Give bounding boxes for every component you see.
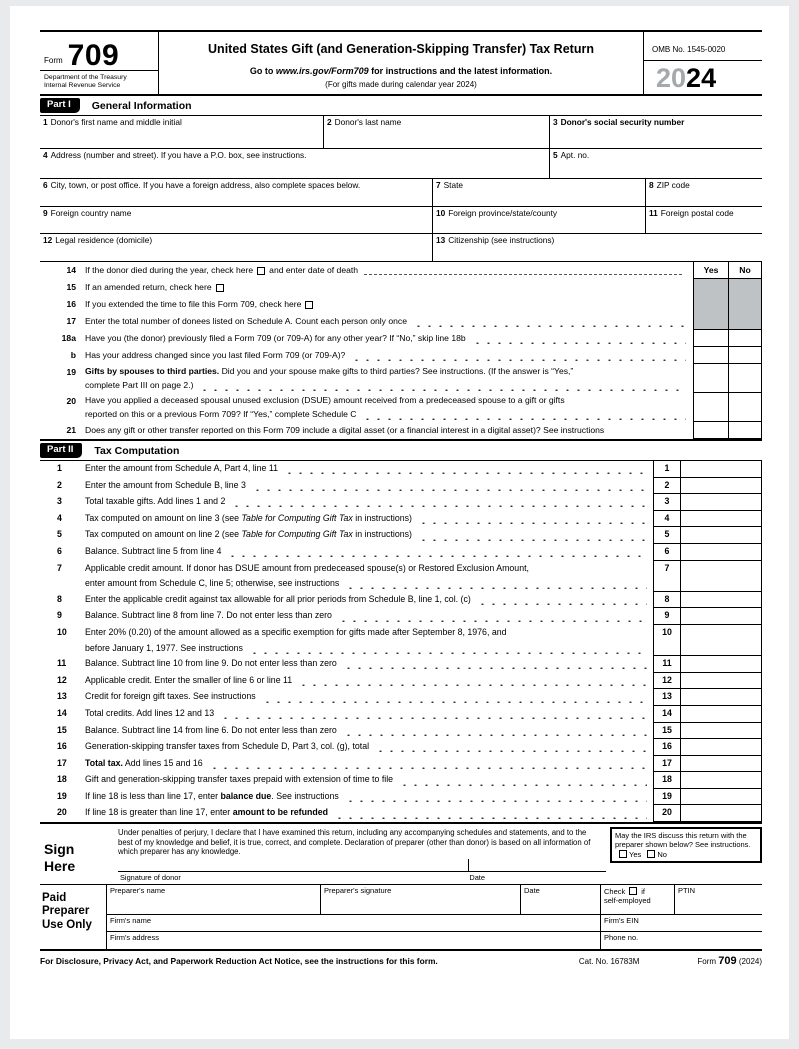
shaded-cell — [728, 279, 762, 296]
line-text: If line 18 is greater than line 17, enter amount to be refunded — [85, 807, 328, 818]
dot-leader — [418, 513, 647, 524]
general-info-grid — [40, 116, 762, 262]
irs-discuss-box: May the IRS discuss this return with the preparer shown below? See instructions. Yes No — [610, 827, 762, 863]
line-number-box: 8 — [653, 592, 680, 609]
date-label: Date — [469, 872, 485, 882]
no-cell-20[interactable] — [728, 393, 762, 422]
tax-computation-row-7 — [40, 561, 762, 592]
line-text: Balance. Subtract line 8 from line 7. Do not enter less than zero — [85, 610, 332, 621]
line-number: 18 — [57, 774, 67, 785]
question-line-18a: 18a Have you (the donor) previously filed a Form 709 (or 709-A) for any other year? If “No,” skip line 18b — [40, 330, 762, 347]
amount-cell-line-10[interactable] — [680, 625, 762, 656]
line-number: 9 — [57, 610, 62, 621]
part2-label: Part II — [40, 443, 82, 458]
line-number-box: 3 — [653, 494, 680, 511]
line-number: 6 — [57, 545, 62, 556]
agency-block — [40, 70, 158, 94]
line-text: Total credits. Add lines 12 and 13 — [85, 707, 215, 718]
paid-preparer-section — [40, 885, 762, 951]
agency-line-2: Internal Revenue Service — [44, 82, 121, 89]
line-number: 5 — [57, 529, 62, 540]
line-text: Generation-skipping transfer taxes from Schedule D, Part 3, col. (g), total — [85, 741, 370, 752]
yes-cell-21[interactable] — [693, 422, 728, 439]
dot-leader — [338, 611, 647, 622]
amount-cell-line-6[interactable] — [680, 544, 762, 561]
part1-label: Part I — [40, 98, 80, 113]
dot-leader — [262, 692, 647, 703]
calendar-year-note: (For gifts made during calendar year 2024) — [325, 80, 477, 89]
preparer-name-field[interactable]: Preparer's name — [110, 885, 166, 895]
amount-cell-line-20[interactable] — [680, 805, 762, 822]
date-of-death-entry-line[interactable] — [364, 266, 682, 275]
line-number: 7 — [57, 562, 62, 573]
dot-leader — [252, 480, 647, 491]
line-text: Total tax. Add lines 15 and 16 — [85, 757, 203, 768]
form-year: 2024 — [644, 60, 762, 94]
line-text: Credit for foreign gift taxes. See instructions — [85, 691, 256, 702]
amount-cell-line-17[interactable] — [680, 756, 762, 773]
line-number-box: 9 — [653, 608, 680, 625]
omb-block — [644, 32, 762, 94]
yes-cell-19[interactable] — [693, 364, 728, 393]
dot-leader — [209, 758, 647, 769]
question-line-19: 19 Gifts by spouses to third parties. Did you and your spouse make gifts to third parties? See instructions. (If the answer is “Yes,” complete Part III on page 2.) — [40, 364, 762, 393]
line-number-box: 4 — [653, 511, 680, 528]
line-number: 11 — [57, 658, 67, 669]
tax-computation-row-4 — [40, 511, 762, 528]
page-footer — [40, 951, 762, 967]
catalog-number: Cat. No. 16783M — [578, 956, 640, 966]
line-number-box: 11 — [653, 656, 680, 673]
amount-cell-line-3[interactable] — [680, 494, 762, 511]
dot-leader — [231, 496, 647, 507]
line-text: before January 1, 1977. See instructions — [85, 642, 243, 653]
question-line-15: 15 If an amended return, check here — [40, 279, 762, 296]
tax-computation-row-10 — [40, 625, 762, 656]
yes-cell-18a[interactable] — [693, 330, 728, 347]
line-text: Enter the applicable credit against tax allowable for all prior periods from Schedule B, line 1, col. (c) — [85, 593, 471, 604]
line-number-box: 10 — [653, 625, 680, 656]
field-foreign-country[interactable]: 9 Foreign country name — [43, 208, 132, 218]
dot-leader — [351, 350, 686, 361]
amount-cell-line-2[interactable] — [680, 478, 762, 495]
line-number-box: 14 — [653, 706, 680, 723]
tax-computation-row-3 — [40, 494, 762, 511]
tax-computation-row-12 — [40, 673, 762, 690]
field-donor-ssn[interactable]: 3 Donor's social security number — [549, 116, 762, 148]
shaded-cell — [728, 313, 762, 330]
amount-cell-line-1[interactable] — [680, 461, 762, 478]
line-number: 20 — [57, 807, 67, 818]
line-number-box: 2 — [653, 478, 680, 495]
instructions-line: Go to www.irs.gov/Form709 for instructions and the latest information. — [249, 66, 553, 76]
shaded-cell — [693, 296, 728, 313]
line-number-box: 15 — [653, 723, 680, 740]
tax-computation-row-15 — [40, 723, 762, 740]
self-employed-checkbox[interactable] — [629, 887, 637, 895]
line-text: Tax computed on amount on line 2 (see Table for Computing Gift Tax in instructions) — [85, 529, 412, 540]
dot-leader — [413, 316, 686, 327]
line-text: Applicable credit. Enter the smaller of line 6 or line 11 — [85, 674, 293, 685]
amount-cell-line-15[interactable] — [680, 723, 762, 740]
line-number: 17 — [57, 757, 67, 768]
line-number-box: 6 — [653, 544, 680, 561]
amended-return-checkbox[interactable] — [216, 284, 224, 292]
yes-column-header: Yes — [693, 262, 728, 279]
line-text: Total taxable gifts. Add lines 1 and 2 — [85, 496, 226, 507]
line-text: Enter 20% (0.20) of the amount allowed as a specific exemption for gifts made after September 8, 1976, and — [85, 626, 507, 637]
field-legal-residence[interactable]: 12 Legal residence (domicile) — [43, 235, 153, 245]
line-text: Applicable credit amount. If donor has DSUE amount from predeceased spouse(s) or Restored Exclusion Amount, — [85, 562, 529, 573]
phone-field[interactable]: Phone no. — [600, 932, 762, 949]
line-number: 10 — [57, 626, 67, 637]
signature-date-area[interactable] — [469, 859, 606, 871]
field-apt-no[interactable]: 5 Apt. no. — [549, 149, 762, 178]
amount-cell-line-11[interactable] — [680, 656, 762, 673]
amount-cell-line-4[interactable] — [680, 511, 762, 528]
line-number-box: 17 — [653, 756, 680, 773]
dot-leader — [227, 546, 647, 557]
dot-leader — [418, 530, 647, 541]
amount-cell-line-13[interactable] — [680, 689, 762, 706]
line-text: Tax computed on amount on line 3 (see Table for Computing Gift Tax in instructions) — [85, 512, 412, 523]
donor-died-checkbox[interactable] — [257, 267, 265, 275]
field-state[interactable]: 7 State — [432, 179, 645, 206]
form-reference: Form 709 (2024) — [697, 954, 762, 967]
tax-computation-row-13 — [40, 689, 762, 706]
tax-computation-row-9 — [40, 608, 762, 625]
shaded-cell — [728, 296, 762, 313]
no-cell-21[interactable] — [728, 422, 762, 439]
question-line-18b: b Has your address changed since you last filed Form 709 (or 709-A)? — [40, 347, 762, 364]
field-zip[interactable]: 8 ZIP code — [645, 179, 762, 206]
line-text: enter amount from Schedule C, line 5; otherwise, see instructions — [85, 578, 340, 589]
irs-url[interactable]: www.irs.gov/Form709 — [275, 66, 369, 76]
field-foreign-province[interactable]: 10 Foreign province/state/county — [432, 207, 645, 233]
tax-computation-row-19 — [40, 789, 762, 806]
line-number: 13 — [57, 691, 67, 702]
line-number-box: 12 — [653, 673, 680, 690]
field-donor-last-name[interactable]: 2 Donor's last name — [323, 116, 549, 148]
form-title-block — [158, 32, 644, 94]
amount-cell-line-14[interactable] — [680, 706, 762, 723]
tax-computation-row-8 — [40, 592, 762, 609]
field-address[interactable]: 4 Address (number and street). If you have a P.O. box, see instructions. — [43, 150, 307, 160]
self-employed-cell: Check if self-employed — [600, 885, 674, 914]
dot-leader — [472, 333, 686, 344]
field-citizenship[interactable]: 13 Citizenship (see instructions) — [432, 234, 762, 261]
line-number-box: 1 — [653, 461, 680, 478]
form-number-block — [40, 32, 158, 94]
tax-computation-row-16 — [40, 739, 762, 756]
dot-leader — [362, 409, 686, 420]
amount-cell-line-9[interactable] — [680, 608, 762, 625]
irs-discuss-no-checkbox[interactable] — [647, 850, 655, 858]
signature-row — [114, 857, 606, 882]
preparer-date-field[interactable]: Date — [520, 885, 600, 914]
line-number: 8 — [57, 593, 62, 604]
line-number: 16 — [57, 741, 67, 752]
part2-title: Tax Computation — [94, 444, 180, 457]
form-word: Form — [44, 56, 63, 65]
firm-name-field[interactable]: Firm's name — [110, 915, 152, 925]
line-number: 3 — [57, 496, 62, 507]
sign-here-section — [40, 822, 762, 885]
question-line-14: 14 If the donor died during the year, check here and enter date of death Yes No — [40, 262, 762, 279]
no-column-header: No — [728, 262, 762, 279]
line-number-box: 18 — [653, 772, 680, 789]
tax-computation-row-5 — [40, 527, 762, 544]
tax-computation-row-18 — [40, 772, 762, 789]
amount-cell-line-16[interactable] — [680, 739, 762, 756]
line-number-box: 20 — [653, 805, 680, 822]
line-number-box: 7 — [653, 561, 680, 592]
dot-leader — [220, 708, 647, 719]
field-donor-first-name[interactable]: 1 Donor's first name and middle initial — [43, 117, 182, 127]
part1-bar — [40, 96, 762, 116]
line-text: If line 18 is less than line 17, enter balance due. See instructions — [85, 790, 339, 801]
tax-computation-row-11 — [40, 656, 762, 673]
line-number: 19 — [57, 790, 67, 801]
ptin-field[interactable]: PTIN — [674, 885, 762, 914]
signature-of-donor-label: Signature of donor — [120, 872, 181, 882]
tax-computation-row-6 — [40, 544, 762, 561]
tax-computation-row-1 — [40, 461, 762, 478]
part2-bar — [40, 439, 762, 461]
line-text: Balance. Subtract line 10 from line 9. Do not enter less than zero — [85, 658, 337, 669]
line-number-box: 5 — [653, 527, 680, 544]
no-cell-18a[interactable] — [728, 330, 762, 347]
omb-number: OMB No. 1545-0020 — [652, 45, 726, 54]
amount-cell-line-7[interactable] — [680, 561, 762, 592]
line-number-box: 19 — [653, 789, 680, 806]
firm-ein-field[interactable]: Firm's EIN — [600, 915, 762, 931]
line-number: 4 — [57, 512, 62, 523]
preparer-signature-field[interactable]: Preparer's signature — [320, 885, 520, 914]
shaded-cell — [693, 279, 728, 296]
form-number: 709 — [67, 39, 120, 72]
line-text: Gift and generation-skipping transfer taxes prepaid with extension of time to file — [85, 774, 394, 785]
amount-cell-line-5[interactable] — [680, 527, 762, 544]
agency-line-1: Department of the Treasury — [44, 74, 127, 81]
dot-leader — [477, 594, 647, 605]
form-title: United States Gift (and Generation-Skipping Transfer) Tax Return — [208, 42, 594, 56]
no-cell-18b[interactable] — [728, 347, 762, 364]
line-text: Enter the amount from Schedule A, Part 4, line 11 — [85, 463, 278, 473]
dot-leader — [399, 775, 647, 786]
paid-preparer-label: Paid Preparer Use Only — [42, 891, 92, 931]
dot-leader — [334, 808, 647, 819]
line-number: 14 — [57, 707, 67, 718]
dot-leader — [375, 741, 647, 752]
perjury-statement: Under penalties of perjury, I declare that I have examined this return, including any accompanying schedules and statements, and to the best of my knowledge and belief, it is true, correct, and complete. Declaration of preparer (other than donor) is based on all information of which preparer has any knowledge. — [118, 828, 591, 857]
tax-computation-row-14 — [40, 706, 762, 723]
tax-computation-row-20 — [40, 805, 762, 822]
line-number-box: 16 — [653, 739, 680, 756]
line-number: 15 — [57, 724, 67, 735]
question-line-17: 17 Enter the total number of donees listed on Schedule A. Count each person only once — [40, 313, 762, 330]
part1-questions — [40, 262, 762, 439]
question-line-21: 21 Does any gift or other transfer reported on this Form 709 include a digital asset (or a financial interest in a digital asset)? See instructions — [40, 422, 762, 439]
dot-leader — [298, 675, 647, 686]
part2-rows — [40, 461, 762, 822]
dot-leader — [343, 658, 647, 669]
line-number: 12 — [57, 674, 67, 685]
dot-leader — [345, 578, 647, 589]
question-line-16: 16 If you extended the time to file this Form 709, check here — [40, 296, 762, 313]
dot-leader — [345, 791, 647, 802]
field-foreign-postal-code[interactable]: 11 Foreign postal code — [645, 207, 762, 233]
part1-title: General Information — [91, 99, 192, 112]
yes-cell-18b[interactable] — [693, 347, 728, 364]
dot-leader — [199, 380, 686, 391]
line-number: 2 — [57, 479, 62, 490]
donor-signature-area[interactable] — [118, 859, 469, 871]
line-text: Balance. Subtract line 14 from line 6. Do not enter less than zero — [85, 724, 337, 735]
question-line-20: 20 Have you applied a deceased spousal unused exclusion (DSUE) amount received from a predeceased spouse to a gift or gifts reported on this or a previous Form 709? If “Yes,” complete Schedule C — [40, 393, 762, 422]
firm-address-field[interactable]: Firm's address — [110, 932, 159, 942]
form-709-page — [10, 6, 789, 1039]
amount-cell-line-19[interactable] — [680, 789, 762, 806]
field-city[interactable]: 6 City, town, or post office. If you have a foreign address, also complete spaces below. — [43, 180, 361, 190]
amount-cell-line-18[interactable] — [680, 772, 762, 789]
extension-checkbox[interactable] — [305, 301, 313, 309]
dot-leader — [249, 643, 647, 654]
irs-discuss-yes-checkbox[interactable] — [619, 850, 627, 858]
shaded-cell — [693, 313, 728, 330]
amount-cell-line-8[interactable] — [680, 592, 762, 609]
yes-cell-20[interactable] — [693, 393, 728, 422]
tax-computation-row-17 — [40, 756, 762, 773]
sign-here-label: Sign Here — [44, 841, 76, 875]
form-content — [40, 30, 762, 967]
amount-cell-line-12[interactable] — [680, 673, 762, 690]
line-number-box: 13 — [653, 689, 680, 706]
form-header — [40, 30, 762, 96]
no-cell-19[interactable] — [728, 364, 762, 393]
line-text: Balance. Subtract line 5 from line 4 — [85, 545, 222, 556]
tax-computation-row-2 — [40, 478, 762, 495]
dot-leader — [284, 463, 647, 474]
dot-leader — [343, 725, 647, 736]
line-number: 1 — [57, 463, 62, 473]
line-text: Enter the amount from Schedule B, line 3 — [85, 479, 246, 490]
privacy-notice: For Disclosure, Privacy Act, and Paperwork Reduction Act Notice, see the instructions for this form. — [40, 955, 438, 966]
